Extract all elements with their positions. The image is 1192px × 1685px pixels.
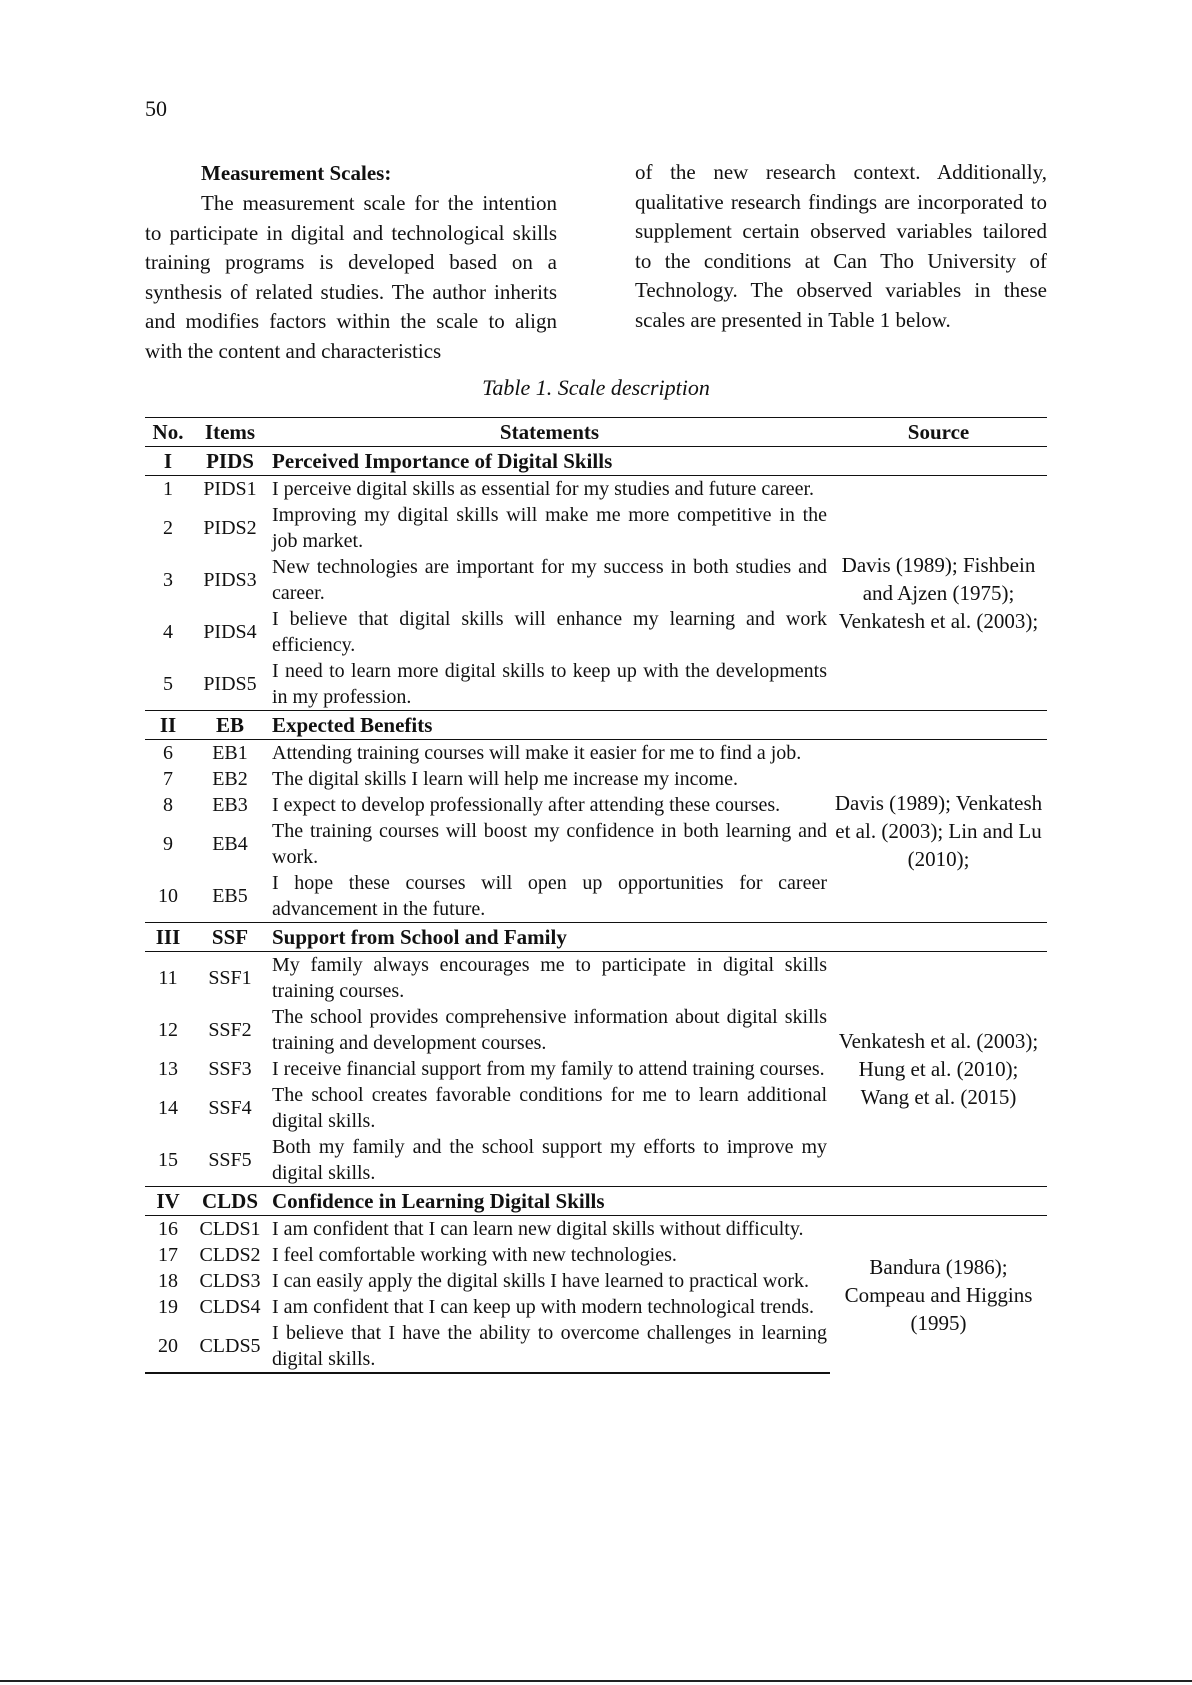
table-group-row (145, 711, 1047, 740)
row-item-code: SSF2 (208, 1019, 252, 1041)
row-item-code: SSF5 (208, 1149, 252, 1171)
group-source-spacer (830, 1187, 1047, 1216)
header-items: Items (191, 418, 269, 447)
row-number: 1 (163, 478, 173, 500)
row-statement: The school creates favorable conditions for me to learn additional digital skills. (272, 1084, 827, 1132)
table-group-row (145, 447, 1047, 476)
group-number: II (145, 711, 191, 740)
row-statement: I feel comfortable working with new technologies. (272, 1244, 677, 1266)
row-statement: I perceive digital skills as essential for my studies and future career. (272, 478, 815, 500)
group-title: Confidence in Learning Digital Skills (269, 1187, 830, 1216)
row-statement: Attending training courses will make it easier for me to find a job. (272, 742, 802, 764)
table-group-row (145, 1187, 1047, 1216)
row-source: Davis (1989); Fishbein and Ajzen (1975); Venkatesh et al. (2003); (838, 553, 1039, 633)
row-item-code: CLDS3 (199, 1270, 261, 1292)
row-statement: I need to learn more digital skills to keep up with the developments in my profession. (272, 660, 827, 708)
row-item-code: EB4 (212, 833, 248, 855)
row-number: 3 (163, 569, 173, 591)
section-heading: Measurement Scales: (201, 161, 392, 185)
table-header-row (145, 418, 1047, 447)
header-source: Source (830, 418, 1047, 447)
group-source-spacer (830, 923, 1047, 952)
group-code: PIDS (191, 447, 269, 476)
row-statement: The training courses will boost my confidence in both learning and work. (272, 820, 827, 868)
group-code: CLDS (191, 1187, 269, 1216)
row-statement: New technologies are important for my success in both studies and career. (272, 556, 827, 604)
right-paragraph: of the new research context. Additionally, qualitative research findings are incorporated to supplement certain observed variables tailored to the conditions at Can Tho University of Technology. The observed variables in these scales are presented in Table 1 below. (635, 160, 1047, 332)
row-number: 7 (163, 768, 173, 790)
row-number: 10 (158, 885, 178, 907)
row-item-code: CLDS2 (199, 1244, 261, 1266)
row-statement: The school provides comprehensive information about digital skills training and development courses. (272, 1006, 827, 1054)
header-no: No. (145, 418, 191, 447)
row-statement: I hope these courses will open up opportunities for career advancement in the future. (272, 872, 827, 920)
row-statement: I am confident that I can learn new digital skills without difficulty. (272, 1218, 804, 1240)
table-caption: Table 1. Scale description (482, 375, 710, 400)
row-number: 13 (158, 1058, 178, 1080)
left-column (145, 158, 557, 366)
table-group-row (145, 923, 1047, 952)
row-statement: Improving my digital skills will make me more competitive in the job market. (272, 504, 827, 552)
row-source: Bandura (1986); Compeau and Higgins (1995) (844, 1254, 1033, 1335)
row-item-code: CLDS4 (199, 1296, 261, 1318)
row-statement: The digital skills I learn will help me increase my income. (272, 768, 738, 790)
bottom-rule (0, 1680, 1192, 1682)
group-number: I (145, 447, 191, 476)
row-item-code: EB2 (212, 768, 248, 790)
row-number: 5 (163, 673, 173, 695)
row-number: 14 (158, 1097, 178, 1119)
scale-description-table (145, 417, 1047, 1374)
row-number: 20 (145, 1320, 191, 1373)
row-statement: I believe that digital skills will enhance my learning and work efficiency. (272, 608, 827, 656)
table-row (145, 952, 1047, 1005)
table-row (145, 476, 1047, 503)
group-code: EB (191, 711, 269, 740)
group-number: IV (145, 1187, 191, 1216)
row-number: 11 (158, 967, 178, 989)
row-item-code: EB5 (212, 885, 248, 907)
group-number: III (145, 923, 191, 952)
row-statement: My family always encourages me to participate in digital skills training courses. (272, 954, 827, 1002)
table-body (145, 447, 1047, 1374)
row-number: 17 (158, 1244, 178, 1266)
row-item-code: SSF4 (208, 1097, 252, 1119)
group-title: Support from School and Family (269, 923, 830, 952)
left-paragraph: The measurement scale for the intention to participate in digital and technological skills training programs is developed based on a synthesis of related studies. The author inherits and modifies factors within the scale to align with the content and characteristics (145, 191, 557, 363)
row-item-code: SSF1 (208, 967, 252, 989)
row-statement: I can easily apply the digital skills I have learned to practical work. (272, 1270, 810, 1292)
row-source: Venkatesh et al. (2003); Hung et al. (2010); Wang et al. (2015) (838, 1029, 1039, 1109)
page-number: 50 (145, 96, 167, 121)
row-number: 4 (163, 621, 173, 643)
group-code: SSF (191, 923, 269, 952)
row-item-code: PIDS5 (203, 673, 257, 695)
row-number: 8 (163, 794, 173, 816)
row-number: 6 (163, 742, 173, 764)
row-statement: Both my family and the school support my efforts to improve my digital skills. (272, 1136, 827, 1184)
row-item-code: PIDS4 (203, 621, 257, 643)
table-row (145, 740, 1047, 767)
row-item-code: EB3 (212, 794, 248, 816)
group-title: Perceived Importance of Digital Skills (269, 447, 830, 476)
row-item-code: CLDS5 (191, 1320, 269, 1373)
row-item-code: EB1 (212, 742, 248, 764)
row-item-code: CLDS1 (199, 1218, 261, 1240)
row-number: 15 (158, 1149, 178, 1171)
row-number: 2 (163, 517, 173, 539)
group-title: Expected Benefits (269, 711, 830, 740)
row-number: 18 (158, 1270, 178, 1292)
row-statement: I expect to develop professionally after attending these courses. (272, 794, 781, 816)
row-item-code: PIDS3 (203, 569, 257, 591)
table-row (145, 1216, 1047, 1243)
row-number: 19 (158, 1296, 178, 1318)
row-number: 16 (158, 1218, 178, 1240)
row-source: Davis (1989); Venkatesh et al. (2003); Lin and Lu (2010); (834, 791, 1043, 871)
row-item-code: PIDS2 (203, 517, 257, 539)
row-number: 12 (158, 1019, 178, 1041)
right-column (635, 158, 1047, 335)
group-source-spacer (830, 711, 1047, 740)
row-statement: I receive financial support from my family to attend training courses. (272, 1058, 825, 1080)
header-statements: Statements (269, 418, 830, 447)
row-statement: I believe that I have the ability to overcome challenges in learning digital skills. (269, 1320, 830, 1373)
row-statement: I am confident that I can keep up with modern technological trends. (272, 1296, 815, 1318)
group-source-spacer (830, 447, 1047, 476)
row-item-code: PIDS1 (203, 478, 257, 500)
row-number: 9 (163, 833, 173, 855)
row-item-code: SSF3 (208, 1058, 252, 1080)
